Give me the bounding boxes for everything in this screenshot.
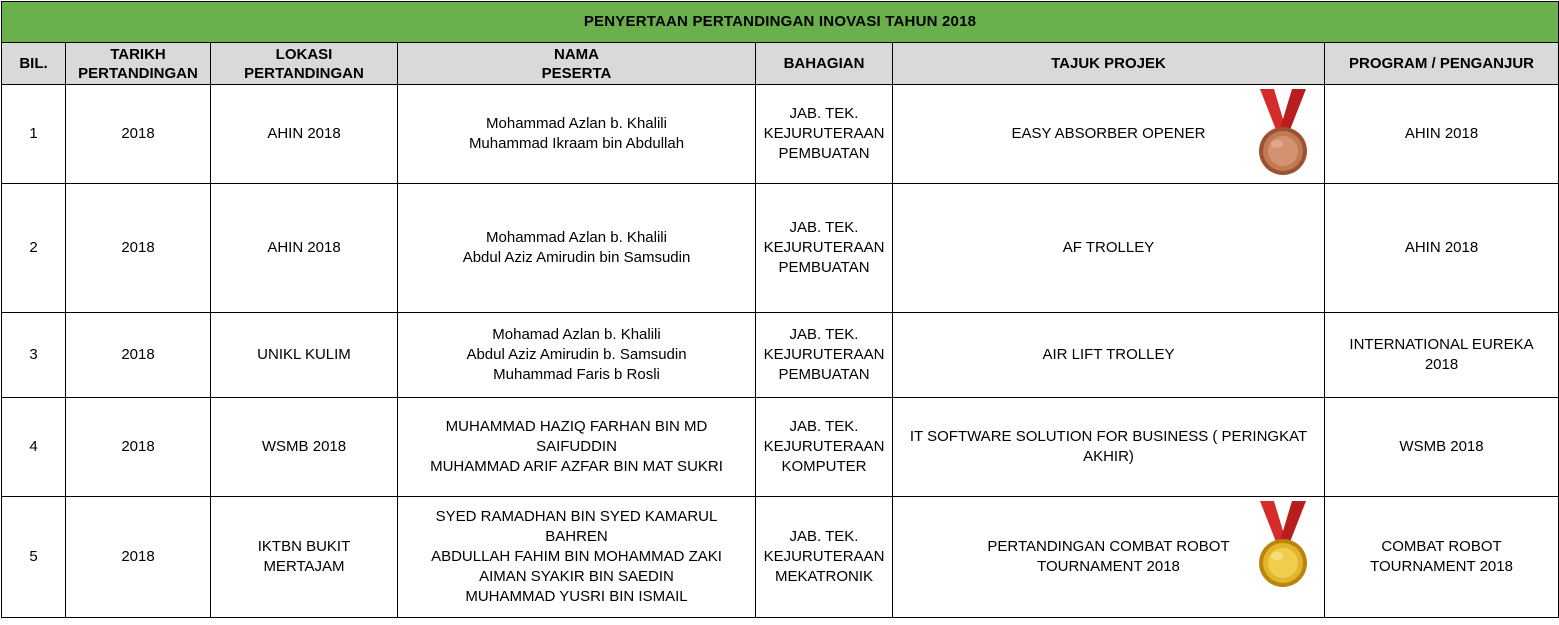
tajuk-line: EASY ABSORBER OPENER (1011, 125, 1206, 142)
nama-line: SYED RAMADHAN BIN SYED KAMARUL (435, 508, 718, 525)
cell-bil[interactable]: 2 (2, 184, 66, 313)
header-tarikh-line: PERTANDINGAN (78, 64, 198, 82)
cell-tarikh[interactable]: 2018 (66, 184, 211, 313)
header-bahagian-label: BAHAGIAN (783, 55, 865, 72)
table-row (2, 313, 1559, 398)
bronze-medal-icon (1256, 89, 1310, 179)
nama-line: ABDULLAH FAHIM BIN MOHAMMAD ZAKI (431, 548, 722, 565)
nama-line: Muhammad Ikraam bin Abdullah (468, 135, 685, 152)
header-bahagian[interactable] (756, 43, 893, 85)
header-tarikh[interactable] (66, 43, 211, 85)
tajuk-line: AIR LIFT TROLLEY (1042, 346, 1175, 363)
cell-tajuk[interactable] (893, 184, 1325, 313)
header-tarikh-line: TARIKH (110, 45, 166, 63)
cell-tarikh[interactable]: 2018 (66, 398, 211, 497)
cell-nama[interactable] (398, 398, 756, 497)
bahagian-line: MEKATRONIK (774, 568, 874, 585)
bahagian-line: KOMPUTER (781, 458, 867, 475)
cell-tarikh[interactable]: 2018 (66, 497, 211, 618)
tajuk-line: AF TROLLEY (1062, 239, 1155, 256)
lokasi-line: MERTAJAM (263, 558, 345, 575)
header-bil-label: BIL. (19, 55, 48, 72)
innovation-table (1, 1, 1559, 618)
tajuk-line: PERTANDINGAN COMBAT ROBOT (987, 538, 1230, 555)
cell-nama[interactable] (398, 313, 756, 398)
bahagian-line: KEJURUTERAAN (763, 548, 885, 565)
nama-line: Abdul Aziz Amirudin bin Samsudin (462, 249, 691, 266)
nama-line: Mohamad Azlan b. Khalili (492, 326, 661, 343)
program-line: COMBAT ROBOT (1381, 538, 1502, 555)
cell-bil[interactable]: 5 (2, 497, 66, 618)
bahagian-line: JAB. TEK. (789, 528, 859, 545)
header-lokasi-line: LOKASI (275, 45, 333, 63)
tajuk-line: IT SOFTWARE SOLUTION FOR BUSINESS ( PERINGKAT (909, 428, 1308, 445)
table-row (2, 85, 1559, 184)
cell-lokasi[interactable] (211, 497, 398, 618)
cell-program[interactable] (1325, 398, 1559, 497)
lokasi-line: AHIN 2018 (267, 239, 341, 256)
program-line: AHIN 2018 (1404, 125, 1479, 142)
nama-line: Mohammad Azlan b. Khalili (486, 229, 667, 246)
cell-nama[interactable] (398, 497, 756, 618)
table-row (2, 184, 1559, 313)
header-lokasi-line: PERTANDINGAN (244, 64, 364, 82)
bahagian-line: PEMBUATAN (778, 145, 870, 162)
cell-program[interactable] (1325, 313, 1559, 398)
cell-program[interactable] (1325, 184, 1559, 313)
nama-line: Mohammad Azlan b. Khalili (486, 115, 667, 132)
cell-nama[interactable] (398, 184, 756, 313)
cell-program[interactable] (1325, 497, 1559, 618)
program-line: INTERNATIONAL EUREKA (1349, 336, 1534, 353)
cell-lokasi[interactable] (211, 184, 398, 313)
header-bil[interactable] (2, 43, 66, 85)
bahagian-line: KEJURUTERAAN (763, 125, 885, 142)
nama-line: Abdul Aziz Amirudin b. Samsudin (466, 346, 687, 363)
bahagian-line: PEMBUATAN (778, 259, 870, 276)
cell-lokasi[interactable] (211, 85, 398, 184)
nama-line: MUHAMMAD YUSRI BIN ISMAIL (465, 588, 688, 605)
tajuk-line: AKHIR) (1083, 448, 1134, 465)
cell-bahagian[interactable] (756, 184, 893, 313)
tajuk-line: TOURNAMENT 2018 (1037, 558, 1180, 575)
cell-tarikh[interactable]: 2018 (66, 85, 211, 184)
program-line: 2018 (1424, 356, 1459, 373)
cell-tajuk[interactable] (893, 313, 1325, 398)
cell-nama[interactable] (398, 85, 756, 184)
cell-tajuk[interactable] (893, 497, 1325, 618)
cell-tarikh[interactable]: 2018 (66, 313, 211, 398)
bahagian-line: JAB. TEK. (789, 326, 859, 343)
cell-tajuk[interactable] (893, 398, 1325, 497)
header-row (2, 43, 1559, 85)
cell-bil[interactable]: 3 (2, 313, 66, 398)
header-program[interactable] (1325, 43, 1559, 85)
program-line: WSMB 2018 (1399, 438, 1484, 455)
cell-tajuk[interactable] (893, 85, 1325, 184)
gold-medal-icon (1256, 501, 1310, 591)
bahagian-line: JAB. TEK. (789, 418, 859, 435)
header-nama[interactable] (398, 43, 756, 85)
header-program-label: PROGRAM / PENGANJUR (1349, 55, 1535, 72)
cell-bil[interactable]: 4 (2, 398, 66, 497)
program-line: TOURNAMENT 2018 (1370, 558, 1513, 575)
lokasi-line: AHIN 2018 (267, 125, 341, 142)
table-row (2, 398, 1559, 497)
bahagian-line: JAB. TEK. (789, 105, 859, 122)
nama-line: BAHREN (545, 528, 608, 545)
header-lokasi[interactable] (211, 43, 398, 85)
lokasi-line: UNIKL KULIM (257, 346, 351, 363)
lokasi-line: IKTBN BUKIT (257, 538, 351, 555)
nama-line: AIMAN SYAKIR BIN SAEDIN (479, 568, 674, 585)
cell-lokasi[interactable] (211, 313, 398, 398)
cell-bahagian[interactable] (756, 497, 893, 618)
bahagian-line: KEJURUTERAAN (763, 438, 885, 455)
header-tajuk[interactable] (893, 43, 1325, 85)
bahagian-line: PEMBUATAN (778, 366, 870, 383)
cell-bahagian[interactable] (756, 313, 893, 398)
header-nama-line: NAMA (554, 45, 599, 63)
nama-line: Muhammad Faris b Rosli (493, 366, 660, 383)
program-line: AHIN 2018 (1404, 239, 1479, 256)
cell-program[interactable] (1325, 85, 1559, 184)
nama-line: MUHAMMAD HAZIQ FARHAN BIN MD (445, 418, 708, 435)
cell-bahagian[interactable] (756, 398, 893, 497)
cell-lokasi[interactable] (211, 398, 398, 497)
header-nama-line: PESERTA (541, 64, 612, 82)
header-tajuk-label: TAJUK PROJEK (1051, 55, 1166, 72)
bahagian-line: KEJURUTERAAN (763, 239, 885, 256)
nama-line: MUHAMMAD ARIF AZFAR BIN MAT SUKRI (430, 458, 723, 475)
cell-bil[interactable]: 1 (2, 85, 66, 184)
table-title: PENYERTAAN PERTANDINGAN INOVASI TAHUN 2018 (2, 2, 1559, 43)
bahagian-line: KEJURUTERAAN (763, 346, 885, 363)
bahagian-line: JAB. TEK. (789, 219, 859, 236)
cell-bahagian[interactable] (756, 85, 893, 184)
lokasi-line: WSMB 2018 (261, 438, 347, 455)
table-row (2, 497, 1559, 618)
nama-line: SAIFUDDIN (536, 438, 617, 455)
